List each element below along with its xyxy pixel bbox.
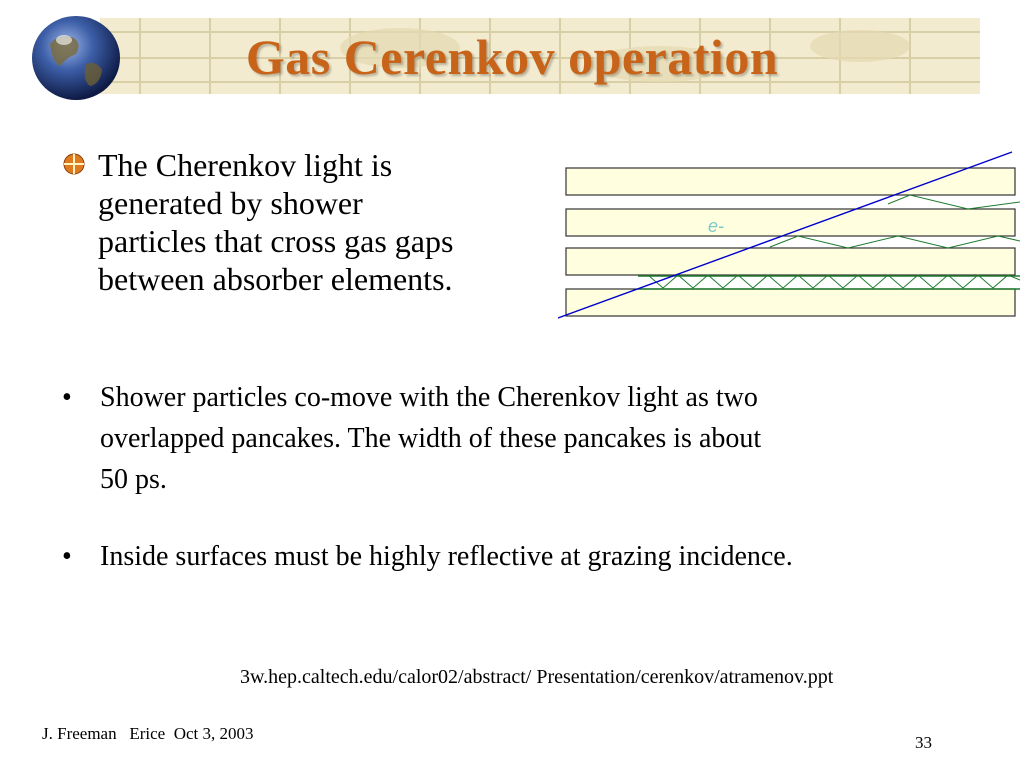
bullet-line: 50 ps. <box>100 464 167 495</box>
cherenkov-diagram <box>558 150 1020 322</box>
bullet-reflective-text: Inside surfaces must be highly reflective at grazing incidence. <box>100 541 793 572</box>
bullet-line: between absorber elements. <box>98 261 453 297</box>
footer-author: J. Freeman Erice Oct 3, 2003 <box>42 724 254 743</box>
bullet-pancakes-text <box>100 377 920 500</box>
slide-title: Gas Cerenkov operation <box>245 29 779 85</box>
absorber-plate <box>566 289 1015 316</box>
bullet-cherenkov-text <box>98 146 453 298</box>
absorber-plate <box>566 209 1015 236</box>
bullet-marker: • <box>62 541 72 572</box>
reference-url: 3w.hep.caltech.edu/calor02/abstract/ Presentation/cerenkov/atramenov.ppt <box>240 666 834 688</box>
absorber-plate <box>566 168 1015 195</box>
compass-bullet-icon <box>62 152 86 176</box>
bullet-line: generated by shower <box>98 185 363 221</box>
page-number: 33 <box>915 733 932 752</box>
bullet-line: Shower particles co-move with the Cherenkov light as two <box>100 382 758 413</box>
bullet-marker: • <box>62 382 72 413</box>
bullet-line: The Cherenkov light is <box>98 147 393 183</box>
bullet-line: overlapped pancakes. The width of these pancakes is about <box>100 423 762 454</box>
bullet-line: particles that cross gas gaps <box>98 223 454 259</box>
electron-label: e- <box>708 216 725 236</box>
absorber-plate <box>566 248 1015 275</box>
